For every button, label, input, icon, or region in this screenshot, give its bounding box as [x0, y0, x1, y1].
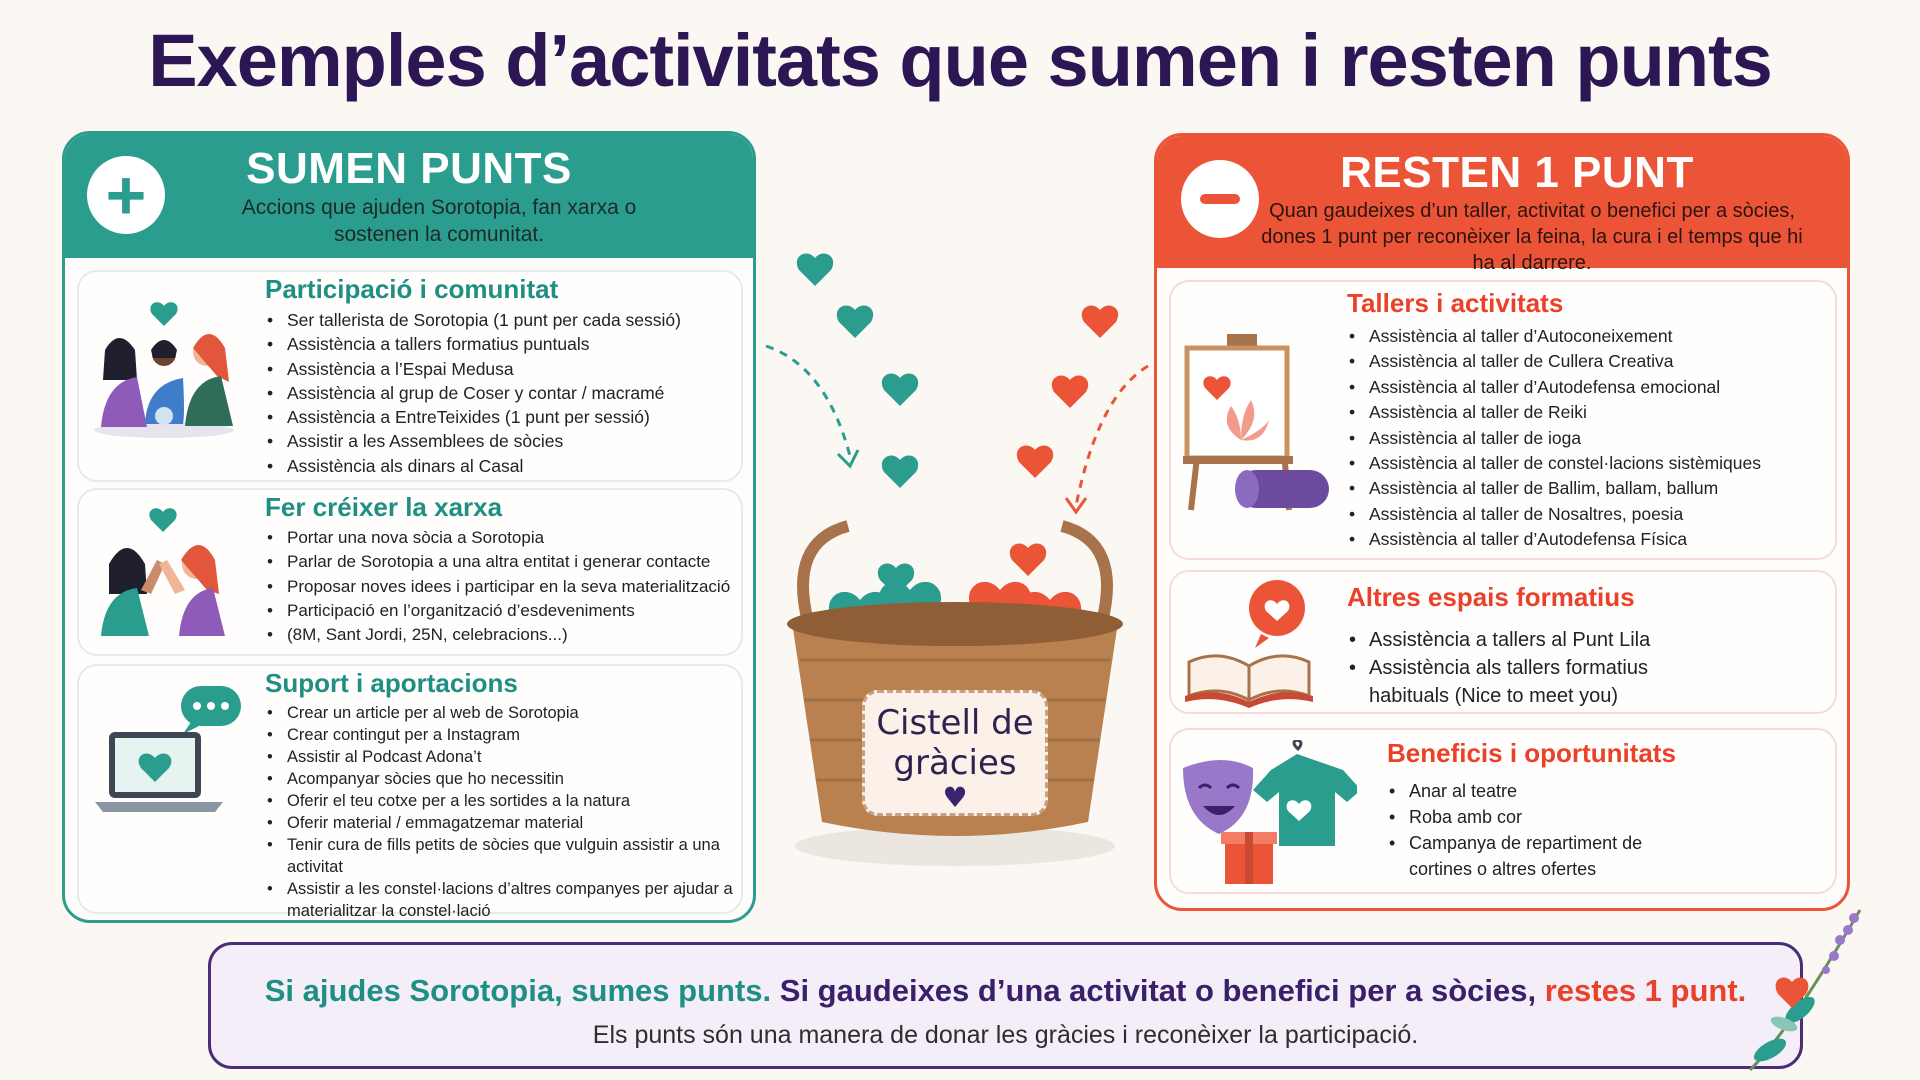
list-item: • Crear contingut per a Instagram	[265, 724, 735, 746]
list-item: • Assistència al taller de Nosaltres, poesia	[1347, 502, 1827, 527]
open-book-illustration	[1181, 578, 1321, 708]
laptop-heart-illustration	[87, 680, 247, 830]
list-item: • Assistència al taller de Cullera Creativa	[1347, 349, 1827, 374]
section-suport	[77, 664, 743, 920]
section-xarxa-list	[265, 526, 741, 647]
footer-banner	[208, 942, 1803, 1069]
list-item: • Assistència als dinars al Casal	[265, 454, 735, 478]
easel-yoga-mat-illustration	[1177, 330, 1337, 520]
list-item: • Assistència a tallers formatius puntuals	[265, 332, 735, 356]
heart-icon: ♥	[942, 781, 968, 814]
footer-gaudeixes: Si gaudeixes d’una activitat o benefici per a sòcies,	[779, 973, 1537, 1008]
section-altres-espais	[1169, 570, 1837, 714]
section-tallers-title: Tallers i activitats	[1347, 288, 1564, 318]
list-item: • Assistència al grup de Coser y contar / macramé	[265, 381, 735, 405]
section-tallers	[1169, 280, 1837, 560]
section-tallers-list	[1347, 324, 1827, 553]
resten-punt-subtitle: Quan gaudeixes d’un taller, activitat o benefici per a sòcies, dones 1 punt per reconèixer la feina, la cura i el temps que hi ha al darrere.	[1261, 200, 1803, 274]
section-participacio-title: Participació i comunitat	[265, 274, 559, 304]
women-circle-illustration	[89, 292, 239, 442]
basket-label	[862, 690, 1048, 816]
list-item: • Tenir cura de fills petits de sòcies que vulguin assistir a una activitat	[265, 834, 735, 878]
basket-label-line2: gràcies	[893, 743, 1017, 783]
section-altres-espais-list	[1347, 626, 1677, 710]
list-item: • Assistència al taller d’Autoconeixement	[1347, 324, 1827, 349]
list-item: • Assistir al Podcast Adona’t	[265, 746, 735, 768]
footer-main-text	[211, 945, 1800, 1009]
section-suport-list	[265, 702, 735, 922]
list-item: • Roba amb cor	[1387, 804, 1687, 830]
section-xarxa	[77, 488, 743, 656]
list-item: • Oferir material / emmagatzemar material	[265, 812, 735, 834]
resten-punt-header	[1157, 136, 1847, 274]
basket-of-hearts-illustration	[760, 250, 1150, 870]
sumen-punts-heading: SUMEN PUNTS	[246, 144, 572, 193]
resten-punt-heading: RESTEN 1 PUNT	[1340, 148, 1694, 197]
list-item: • Portar una nova sòcia a Sorotopia	[265, 526, 741, 550]
list-item: • Acompanyar sòcies que ho necessitin	[265, 768, 735, 790]
list-item: • Assistència a EntreTeixides (1 punt per sessió)	[265, 405, 735, 429]
sumen-punts-subtitle: Accions que ajuden Sorotopia, fan xarxa o sostenen la comunitat.	[241, 196, 637, 246]
page-title: Exemples d’activitats que sumen i resten punts	[148, 19, 1772, 102]
footer-sub-text: Els punts són una manera de donar les gràcies i reconèixer la participació.	[592, 1021, 1419, 1049]
list-item: • Campanya de repartiment de cortines o altres ofertes	[1387, 830, 1687, 882]
list-item: • Anar al teatre	[1387, 778, 1687, 804]
section-beneficis-list	[1387, 778, 1687, 882]
sumen-punts-panel	[62, 131, 756, 923]
footer-restes: restes 1 punt.	[1544, 973, 1747, 1008]
list-item: • Crear un article per al web de Sorotopia	[265, 702, 735, 724]
minus-icon	[1181, 160, 1259, 238]
high-five-illustration	[93, 504, 233, 644]
list-item: • Assistència al taller d’Autodefensa emocional	[1347, 375, 1827, 400]
basket-label-line1: Cistell de	[876, 703, 1034, 743]
list-item: • Proposar noves idees i participar en la seva materialització	[265, 575, 741, 599]
section-beneficis	[1169, 728, 1837, 894]
list-item: • Assistència a l’Espai Medusa	[265, 357, 735, 381]
resten-punt-panel	[1154, 133, 1850, 911]
flower-branch-icon	[1730, 900, 1880, 1075]
list-item: • Ser tallerista de Sorotopia (1 punt per cada sessió)	[265, 308, 735, 332]
list-item: • Assistència al taller de Reiki	[1347, 400, 1827, 425]
list-item: • Assistència a tallers al Punt Lila	[1347, 626, 1677, 654]
list-item: • Parlar de Sorotopia a una altra entitat i generar contacte	[265, 550, 741, 574]
plus-icon: +	[87, 156, 165, 234]
section-beneficis-title: Beneficis i oportunitats	[1387, 738, 1676, 768]
section-xarxa-title: Fer créixer la xarxa	[265, 492, 503, 522]
footer-sumes: Si ajudes Sorotopia, sumes punts.	[264, 973, 772, 1008]
sumen-punts-header	[65, 134, 753, 258]
list-item: • Assistir a les Assemblees de sòcies	[265, 429, 735, 453]
list-item: • Assistència al taller de Ballim, ballam, ballum	[1347, 476, 1827, 501]
list-item: • Assistència al taller d’Autodefensa Física	[1347, 527, 1827, 552]
list-item: • Assistència al taller de constel·lacions sistèmiques	[1347, 451, 1827, 476]
section-participacio-list	[265, 308, 735, 478]
section-suport-title: Suport i aportacions	[265, 668, 518, 698]
section-altres-espais-title: Altres espais formatius	[1347, 582, 1635, 612]
list-item: • Assistir a les constel·lacions d’altres companyes per ajudar a materialitzar la constel·lació	[265, 878, 735, 922]
list-item: • Assistència al taller de ioga	[1347, 426, 1827, 451]
list-item: • (8M, Sant Jordi, 25N, celebracions...)	[265, 623, 741, 647]
theatre-mask-tshirt-illustration	[1177, 740, 1357, 890]
list-item: • Participació en l’organització d’esdeveniments	[265, 599, 741, 623]
list-item: • Oferir el teu cotxe per a les sortides a la natura	[265, 790, 735, 812]
section-participacio	[77, 270, 743, 482]
list-item: • Assistència als tallers formatius habituals (Nice to meet you)	[1347, 654, 1677, 710]
